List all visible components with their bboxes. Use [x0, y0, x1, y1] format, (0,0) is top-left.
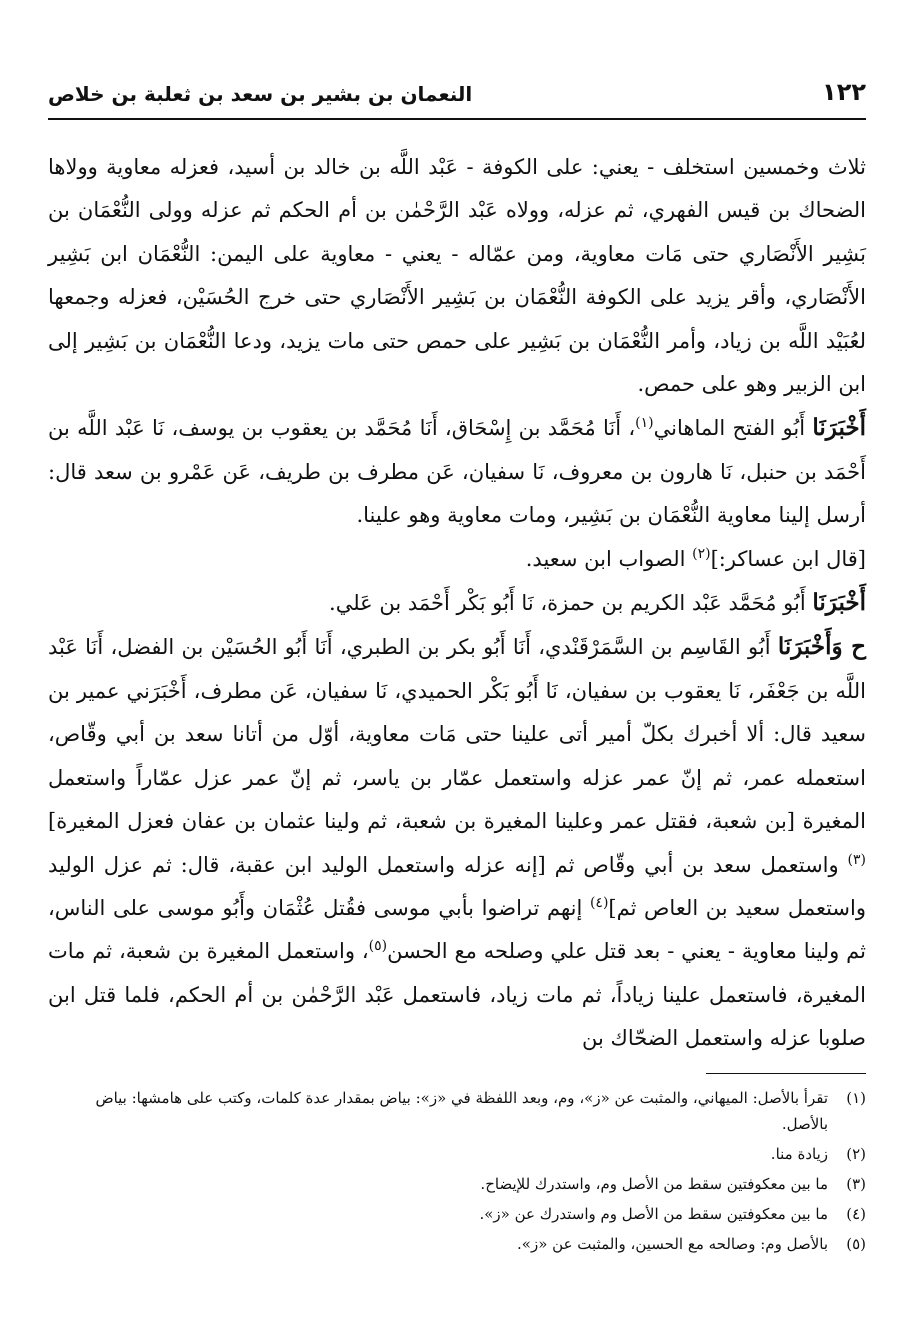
paragraph-1: ثلاث وخمسين استخلف - يعني: على الكوفة - عَبْد اللَّه بن خالد بن أسيد، فعزله معاوية وولاها الضحاك بن قيس الفهري، ثم عزله، وولاه عَبْد الرَّحْمٰن بن أم الحكم ثم عزله وولى النُّعْمَان بن بَشِير الأَنْصَاري حتى مَات معاوية، ومن عمّاله - يعني - معاوية على اليمن: النُّعْمَان ابن بَشِير الأَنْصَاري، وأقر يزيد على الكوفة النُّعْمَان بن بَشِير الأَنْصَاري حتى خرج الحُسَيْن، فعزله وجمعها لعُبَيْد اللَّه بن زياد، وأمر النُّعْمَان بن بَشِير على حمص حتى مات يزيد، ودعا النُّعْمَان بن بَشِير إلى ابن الزبير وهو على حمص. — [48, 155, 866, 397]
footnote — [48, 1201, 866, 1227]
paragraph-4 — [48, 581, 866, 625]
footnote — [48, 1171, 866, 1197]
footnote-divider — [706, 1073, 866, 1074]
narration-lead: أَخْبَرَنَا — [812, 414, 866, 442]
paragraph-4-text: أَبُو مُحَمَّد عَبْد الكريم بن حمزة، نَا أَبُو بَكْر أَحْمَد بن عَلي. — [329, 591, 813, 616]
footnote-number: (٢) — [846, 1145, 866, 1163]
narration-lead: ح وَأَخْبَرَنَا — [777, 633, 867, 661]
footnote-ref-2: (٢) — [692, 545, 711, 562]
footnote-number: (٥) — [846, 1235, 866, 1253]
page-header — [48, 78, 866, 120]
paragraph-5-text-b: واستعمل سعد بن أبي وقّاص ثم [إنه عزله واستعمل الوليد ابن عقبة، قال: ثم عزل الوليد واستعمل سعيد بن العاص ثم] — [48, 852, 866, 920]
paragraph-5-text-c: إنهم تراضوا بأبي موسى فقُتل عُثْمَان وأَبُو موسى على الناس، ثم ولينا معاوية - يعني - بعد قتل علي وصلحه مع الحسن — [48, 895, 866, 964]
footnote-number: (١) — [846, 1089, 866, 1107]
main-text — [48, 146, 866, 1061]
footnote-text: بالأصل وم: وصالحه مع الحسين، والمثبت عن «ز». — [517, 1235, 828, 1253]
paragraph-5-text-d: ، واستعمل المغيرة بن شعبة، ثم مات المغيرة، فاستعمل علينا زياداً، ثم مات زياد، فاستعمل عَبْد الرَّحْمٰن بن أم الحكم، فلما قتل ابن صلوبا عزله واستعمل الضحّاك بن — [48, 939, 866, 1051]
paragraph-3-text: الصواب ابن سعيد. — [525, 546, 693, 571]
running-title: النعمان بن بشير بن سعد بن ثعلبة بن خلاص — [48, 82, 473, 106]
narration-lead: أَخْبَرَنَا — [812, 589, 866, 617]
footnote-text: زيادة منا. — [770, 1145, 828, 1163]
paragraph-5-text-a: أَبُو القَاسِم بن السَّمَرْقَنْدي، أَنَا أَبُو بكر بن الطبري، أَنَا أَبُو الحُسَيْن بن الفضل، أَنَا عَبْد اللَّه بن جَعْفَر، نَا يعقوب بن سفيان، نَا أَبُو بَكْر الحميدي، نَا سفيان، عَن مطرف، أَخْبَرَني عمير بن سعيد قال: ألا أخبرك بكلّ أمير أتى علينا حتى مَات معاوية، أوّل من أتانا سعد بن أبي وقّاص، استعمله عمر، ثم إنّ عمر عزله واستعمل عمّار بن ياسر، ثم إنّ عمر عزل عمّاراً واستعمل المغيرة [بن شعبة، فقتل عمر وعلينا المغيرة بن شعبة، ثم ولينا عثمان بن عفان فعزل المغيرة] — [48, 635, 866, 834]
paragraph-3 — [48, 538, 866, 581]
footnote-text: ما بين معكوفتين سقط من الأصل وم، واستدرك للإيضاح. — [480, 1175, 828, 1193]
footnote — [48, 1141, 866, 1167]
paragraph-2 — [48, 406, 866, 537]
footnotes — [48, 1085, 866, 1261]
page-number: ١٢٢ — [822, 78, 866, 106]
footnote-text: ما بين معكوفتين سقط من الأصل وم واستدرك عن «ز». — [479, 1205, 828, 1223]
paragraph-5 — [48, 625, 866, 1060]
footnote-text: تقرأ بالأصل: الميهاني، والمثبت عن «ز»، وم، وبعد اللفظة في «ز»: بياض بمقدار عدة كلمات، وكتب على هامشها: بياض بالأصل. — [95, 1089, 828, 1133]
footnote-number: (٣) — [846, 1175, 866, 1193]
footnote-ref-3: (٣) — [847, 851, 866, 868]
footnote-number: (٤) — [846, 1205, 866, 1223]
paragraph-2-text-b: ، أَنَا مُحَمَّد بن إِسْحَاق، أَنَا مُحَمَّد بن يعقوب بن يوسف، نَا عَبْد اللَّه بن أَحْمَد بن حنبل، نَا هارون بن معروف، نَا سفيان، عَن مطرف بن طريف، عَن عَمْرو بن سعد قال: أرسل إلينا معاوية النُّعْمَان بن بَشِير، ومات معاوية وهو علينا. — [48, 416, 866, 528]
footnote-ref-5: (٥) — [368, 938, 388, 955]
paragraph-2-text-a: أَبُو الفتح الماهاني — [653, 416, 813, 441]
editor-note: [قال ابن عساكر:] — [710, 546, 866, 571]
footnote — [48, 1085, 866, 1137]
footnote-ref-4: (٤) — [589, 894, 609, 911]
footnote — [48, 1231, 866, 1257]
footnote-ref-1: (١) — [635, 415, 654, 432]
